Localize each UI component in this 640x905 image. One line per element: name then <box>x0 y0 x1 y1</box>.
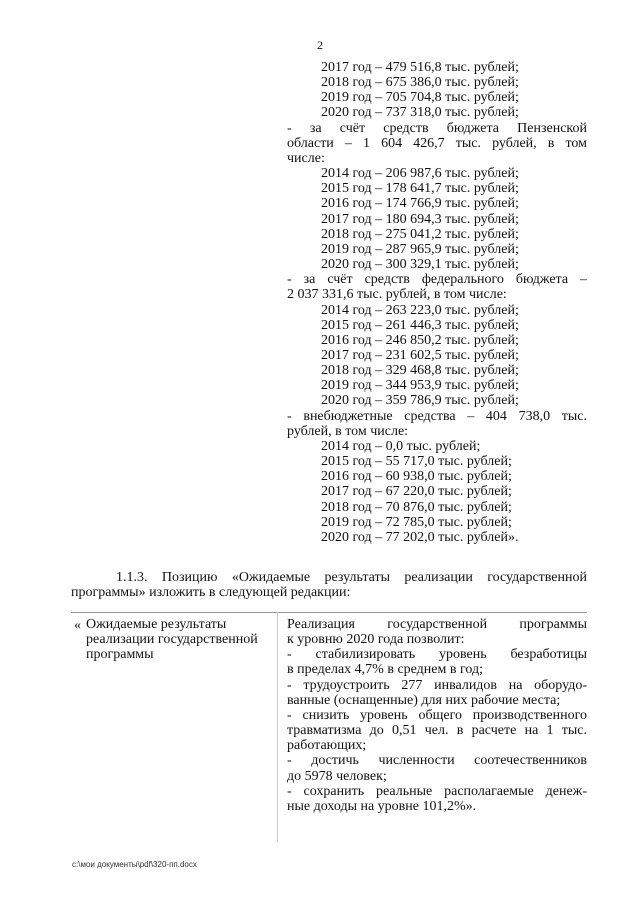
paragraph-line: программы» изложить в следующей редакции: <box>71 585 351 601</box>
year-line: 2020 год – 737 318,0 тыс. рублей; <box>321 105 519 121</box>
year-line: 2018 год – 70 876,0 тыс. рублей; <box>321 499 512 515</box>
year-line: 2014 год – 0,0 тыс. рублей; <box>321 438 481 454</box>
year-line: 2020 год – 359 786,9 тыс. рублей; <box>321 393 519 409</box>
right-cell-line: ванные (оснащенные) для них рабочие места; <box>287 692 561 708</box>
year-line: 2018 год – 675 386,0 тыс. рублей; <box>321 75 519 91</box>
page-number: 2 <box>317 38 323 52</box>
year-line: 2020 год – 77 202,0 тыс. рублей». <box>321 529 519 545</box>
right-cell-line: - снизить уровень общего производственного <box>287 707 587 723</box>
regional-budget-heading: - за счёт средств бюджета Пензенской <box>287 120 587 136</box>
opening-quote: « <box>74 618 81 633</box>
right-cell-line: травматизма до 0,51 чел. в расчете на 1 тыс. <box>287 723 587 739</box>
year-line: 2016 год – 60 938,0 тыс. рублей; <box>321 469 512 485</box>
table-right-cell <box>287 617 587 814</box>
regional-budget-total: области – 1 604 426,7 тыс. рублей, в том <box>287 135 587 151</box>
right-cell-line: к уровню 2020 года позволит: <box>287 632 465 648</box>
year-line: 2017 год – 231 602,5 тыс. рублей; <box>321 347 519 363</box>
right-cell-line: в пределах 4,7% в среднем в год; <box>287 662 483 678</box>
year-line: 2020 год – 300 329,1 тыс. рублей; <box>321 257 519 273</box>
year-line: 2014 год – 206 987,6 тыс. рублей; <box>321 166 519 182</box>
right-cell-line: работающих; <box>287 738 367 754</box>
year-line: 2015 год – 261 446,3 тыс. рублей; <box>321 317 519 333</box>
extrabudget-label: рублей, в том числе: <box>287 423 409 439</box>
year-line: 2016 год – 174 766,9 тыс. рублей; <box>321 196 519 212</box>
federal-budget-total: 2 037 331,6 тыс. рублей, в том числе: <box>287 287 507 303</box>
regional-budget-label: числе: <box>287 150 325 166</box>
year-line: 2016 год – 246 850,2 тыс. рублей; <box>321 332 519 348</box>
year-line: 2019 год – 344 953,9 тыс. рублей; <box>321 378 519 394</box>
amendment-paragraph <box>71 570 587 600</box>
right-cell-line: - трудоустроить 277 инвалидов на оборудо- <box>287 677 587 693</box>
year-line: 2014 год – 263 223,0 тыс. рублей; <box>321 302 519 318</box>
left-cell-line: Ожидаемые результаты <box>86 617 227 632</box>
year-line: 2017 год – 180 694,3 тыс. рублей; <box>321 211 519 227</box>
left-cell-line: программы <box>86 647 154 663</box>
left-cell-line: реализации государственной <box>86 632 258 648</box>
file-path-footer: c:\мои документы\pdf\320-пп.docx <box>72 860 197 869</box>
extrabudget-heading: - внебюджетные средства – 404 738,0 тыс. <box>287 408 587 424</box>
right-cell-line: ные доходы на уровне 101,2%». <box>287 798 477 814</box>
year-line: 2015 год – 178 641,7 тыс. рублей; <box>321 181 519 197</box>
right-cell-line: - сохранить реальные располагаемые денеж- <box>287 783 587 799</box>
funding-section <box>287 60 587 545</box>
year-line: 2019 год – 72 785,0 тыс. рублей; <box>321 514 512 530</box>
year-line: 2019 год – 287 965,9 тыс. рублей; <box>321 241 519 257</box>
year-line: 2018 год – 275 041,2 тыс. рублей; <box>321 226 519 242</box>
federal-budget-heading: - за счёт средств федерального бюджета – <box>287 272 587 288</box>
year-line: 2015 год – 55 717,0 тыс. рублей; <box>321 454 512 470</box>
right-cell-line: - стабилизировать уровень безработицы <box>287 647 587 663</box>
table-left-cell <box>86 617 266 662</box>
right-cell-line: - достичь численности соотечественников <box>287 753 587 769</box>
year-line: 2019 год – 705 704,8 тыс. рублей; <box>321 90 519 106</box>
table-column-divider <box>277 612 278 842</box>
paragraph-line: 1.1.3. Позицию «Ожидаемые результаты реализации государственной <box>116 570 587 585</box>
year-line: 2017 год – 479 516,8 тыс. рублей; <box>321 60 519 75</box>
right-cell-line: до 5978 человек; <box>287 768 387 784</box>
table-top-border <box>71 612 587 613</box>
year-line: 2018 год – 329 468,8 тыс. рублей; <box>321 363 519 379</box>
year-line: 2017 год – 67 220,0 тыс. рублей; <box>321 484 512 500</box>
right-cell-line: Реализация государственной программы <box>287 617 587 632</box>
